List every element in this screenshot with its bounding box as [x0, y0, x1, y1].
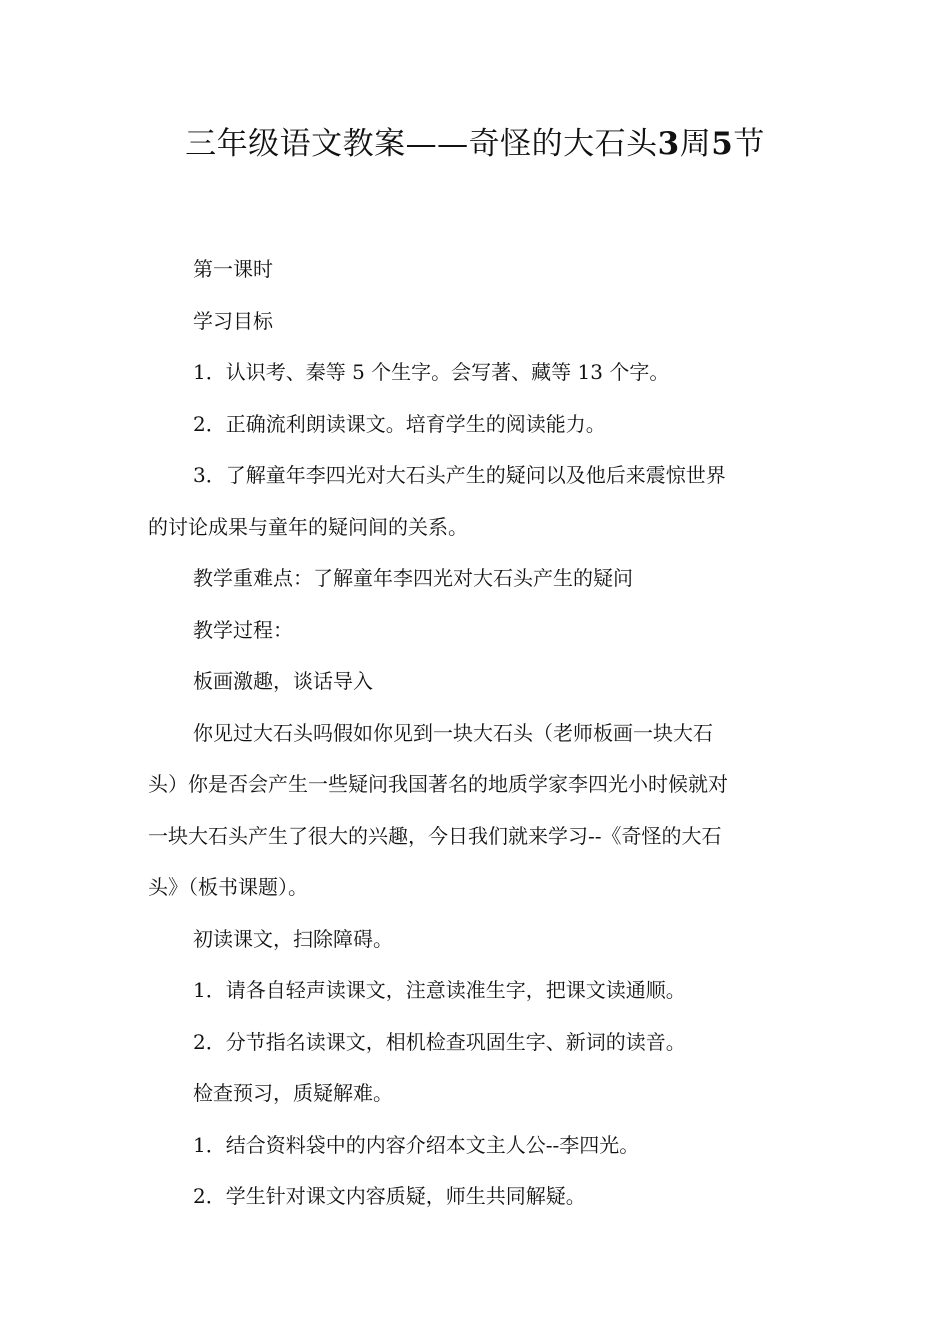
paragraph-line: 初读课文，扫除障碍。 — [193, 926, 393, 951]
paragraph-line: 第一课时 — [193, 257, 273, 281]
paragraph-line: 1．认识考、秦等 5 个生字。会写著、藏等 13 个字。 — [193, 360, 670, 384]
paragraph-line: 教学过程： — [193, 617, 293, 642]
paragraph-line: 检查预习，质疑解难。 — [193, 1081, 393, 1105]
title-lesson-unit: 节 — [733, 126, 765, 162]
paragraph-line: 2．分节指名读课文，相机检查巩固生字、新词的读音。 — [193, 1029, 686, 1054]
paragraph-line: 1．请各自轻声读课文，注意读准生字，把课文读通顺。 — [193, 978, 686, 1002]
title-week-number: 3 — [657, 126, 680, 162]
paragraph-line: 学习目标 — [193, 308, 273, 333]
paragraph-line: 2．正确流利朗读课文。培育学生的阅读能力。 — [193, 411, 606, 436]
paragraph-line: 头》（板书课题）。 — [148, 875, 308, 899]
paragraph-line: 你见过大石头吗假如你见到一块大石头（老师板画一块大石 — [193, 720, 713, 745]
document-title — [0, 122, 950, 166]
title-text: 三年级语文教案——奇怪的大石头 — [185, 126, 658, 162]
paragraph-line: 3．了解童年李四光对大石头产生的疑问以及他后来震惊世界 — [193, 463, 726, 487]
title-week-unit: 周 — [679, 126, 712, 162]
paragraph-line: 板画激趣，谈话导入 — [193, 669, 373, 693]
title-lesson-number: 5 — [711, 126, 734, 162]
paragraph-line: 教学重难点：了解童年李四光对大石头产生的疑问 — [193, 566, 633, 590]
paragraph-line: 的讨论成果与童年的疑问间的关系。 — [148, 514, 468, 539]
paragraph-line: 2．学生针对课文内容质疑，师生共同解疑。 — [193, 1184, 586, 1208]
document-body — [148, 244, 798, 1223]
paragraph-line: 头）你是否会产生一些疑问我国著名的地质学家李四光小时候就对 — [148, 772, 728, 796]
paragraph-line: 一块大石头产生了很大的兴趣，今日我们就来学习--《奇怪的大石 — [148, 823, 722, 848]
paragraph-line: 1．结合资料袋中的内容介绍本文主人公--李四光。 — [193, 1132, 640, 1157]
